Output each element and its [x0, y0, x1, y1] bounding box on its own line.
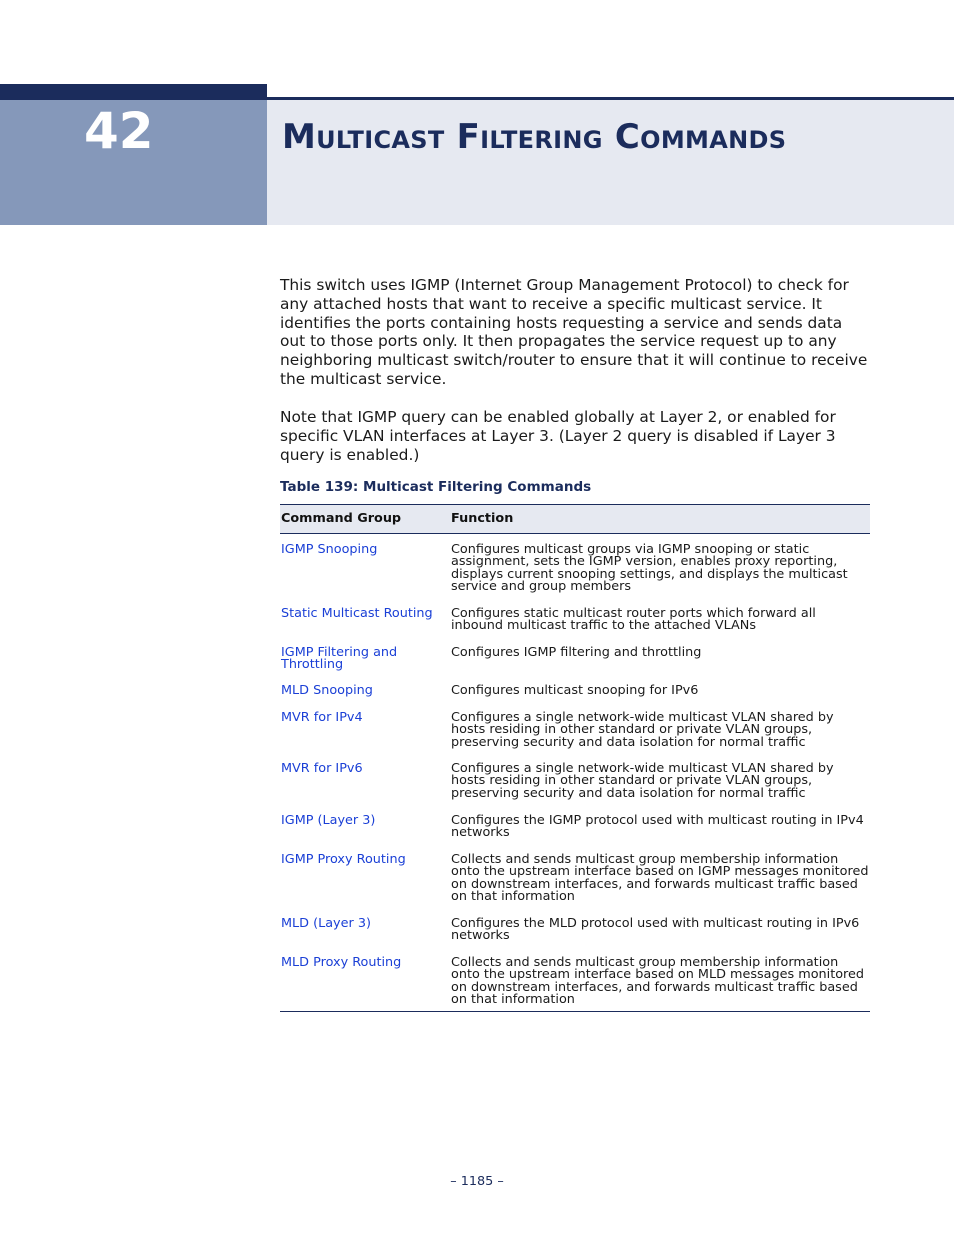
- command-group-link[interactable]: MLD Proxy Routing: [281, 955, 402, 970]
- command-function: Collects and sends multicast group membership information onto the upstream interface based on IGMP messages monitored on downstream interfaces, and forwards multicast traffic based on that information: [451, 852, 869, 905]
- header-rule-left: [0, 84, 267, 100]
- table-caption: Table 139: Multicast Filtering Commands: [280, 479, 592, 495]
- table-row: [280, 685, 870, 712]
- table-row: [280, 763, 870, 815]
- command-function: Configures multicast snooping for IPv6: [451, 683, 699, 698]
- command-group-link[interactable]: IGMP Filtering and Throttling: [281, 645, 398, 673]
- note-paragraph: Note that IGMP query can be enabled globally at Layer 2, or enabled for specific VLAN interfaces at Layer 3. (Layer 2 query is disabled if Layer 3 query is enabled.): [280, 408, 836, 464]
- chapter-title: Multicast Filtering Commands: [282, 117, 787, 157]
- command-group-link[interactable]: IGMP (Layer 3): [281, 813, 376, 828]
- command-group-link[interactable]: MLD Snooping: [281, 683, 373, 698]
- table-row: [280, 647, 870, 685]
- table-row: [280, 815, 870, 854]
- header-command-group: Command Group: [281, 511, 402, 526]
- command-function: Configures a single network-wide multicast VLAN shared by hosts residing in other standard or private VLAN groups, preserving security and data isolation for normal traffic: [451, 710, 834, 750]
- command-group-link[interactable]: MVR for IPv4: [281, 710, 363, 725]
- command-function: Configures a single network-wide multicast VLAN shared by hosts residing in other standard or private VLAN groups, preserving security and data isolation for normal traffic: [451, 761, 834, 801]
- table-row: [280, 918, 870, 957]
- command-function: Configures the MLD protocol used with multicast routing in IPv6 networks: [451, 916, 860, 944]
- command-function: Configures the IGMP protocol used with multicast routing in IPv4 networks: [451, 813, 864, 841]
- table-row: [280, 854, 870, 918]
- table-row: [280, 534, 870, 608]
- commands-table: [280, 504, 870, 1012]
- command-group-link[interactable]: IGMP Proxy Routing: [281, 852, 406, 867]
- table-header: [280, 505, 870, 534]
- command-group-link[interactable]: MVR for IPv6: [281, 761, 363, 776]
- command-group-link[interactable]: IGMP Snooping: [281, 542, 378, 557]
- command-group-link[interactable]: MLD (Layer 3): [281, 916, 371, 931]
- page-number: – 1185 –: [450, 1174, 504, 1189]
- chapter-number: 42: [84, 102, 154, 160]
- header-function: Function: [451, 511, 514, 526]
- command-function: Configures static multicast router ports which forward all inbound multicast traffic to the attached VLANs: [451, 606, 816, 634]
- header-rule-right: [267, 97, 954, 100]
- command-function: Collects and sends multicast group membership information onto the upstream interface based on MLD messages monitored on downstream interfaces, and forwards multicast traffic based on that information: [451, 955, 865, 1008]
- table-row: [280, 957, 870, 1011]
- command-group-link[interactable]: Static Multicast Routing: [281, 606, 433, 621]
- table-row: [280, 712, 870, 763]
- command-function: Configures multicast groups via IGMP snooping or static assignment, sets the IGMP version, enables proxy reporting, displays current snooping settings, and displays the multicast service and group members: [451, 542, 848, 595]
- intro-paragraph: This switch uses IGMP (Internet Group Management Protocol) to check for any attached hosts that want to receive a specific multicast service. It identifies the ports containing hosts requesting a service and sends data out to those ports only. It then propagates the service request up to any neighboring multicast switch/router to ensure that it will continue to receive the multicast service.: [280, 276, 868, 388]
- table-body: [280, 534, 870, 1011]
- table-row: [280, 608, 870, 647]
- command-function: Configures IGMP filtering and throttling: [451, 645, 702, 660]
